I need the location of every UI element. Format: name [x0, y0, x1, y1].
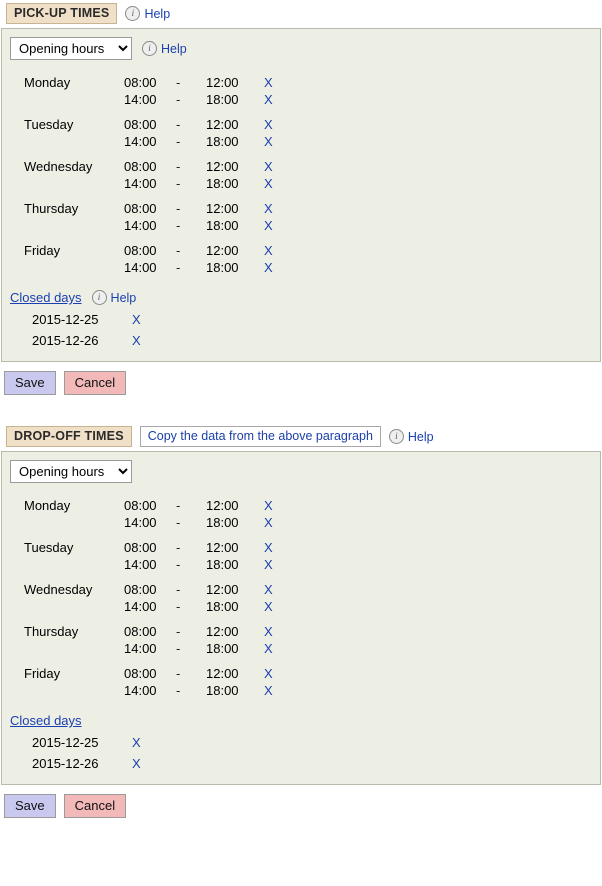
table-row — [24, 531, 273, 556]
hours-mode-select-pickup[interactable] — [10, 37, 132, 60]
section-spacer — [0, 405, 602, 423]
closed-days-table-dropoff — [32, 732, 141, 774]
time-dash: - — [176, 582, 181, 597]
delete-slot-link[interactable]: X — [264, 260, 273, 275]
info-icon: i — [389, 429, 404, 444]
help-label: Help — [110, 290, 137, 305]
delete-slot-link[interactable]: X — [264, 243, 273, 258]
time-dash: - — [176, 557, 181, 572]
help-label: Help — [144, 6, 171, 21]
delete-slot-cell[interactable] — [264, 192, 273, 217]
time-to: 18:00 — [206, 260, 239, 275]
day-label-empty — [24, 133, 124, 150]
table-row — [24, 489, 273, 514]
table-row — [24, 556, 273, 573]
panel-top-pickup — [2, 37, 600, 66]
delete-slot-cell[interactable] — [264, 66, 273, 91]
time-dash: - — [176, 117, 181, 132]
section-title-dropoff: DROP-OFF TIMES — [6, 426, 132, 447]
info-icon: i — [142, 41, 157, 56]
table-row — [24, 259, 273, 276]
delete-slot-link[interactable]: X — [264, 641, 273, 656]
delete-slot-cell[interactable] — [264, 657, 273, 682]
help-link-closed-pickup[interactable] — [92, 290, 137, 305]
panel-top-dropoff — [2, 460, 600, 489]
day-label: Friday — [24, 666, 61, 681]
info-icon: i — [92, 290, 107, 305]
day-label: Monday — [24, 75, 71, 90]
help-label: Help — [407, 429, 434, 444]
cancel-button[interactable]: Cancel — [64, 794, 126, 818]
time-to: 12:00 — [206, 243, 239, 258]
time-from: 14:00 — [124, 134, 157, 149]
table-row — [24, 682, 273, 699]
day-label-empty — [24, 175, 124, 192]
time-from: 14:00 — [124, 557, 157, 572]
table-row — [24, 175, 273, 192]
delete-slot-link[interactable]: X — [264, 92, 273, 107]
time-from: 08:00 — [124, 117, 157, 132]
table-row — [24, 91, 273, 108]
day-label-empty — [24, 514, 124, 531]
time-dash: - — [176, 92, 181, 107]
time-to: 12:00 — [206, 582, 239, 597]
closed-days-link[interactable]: Closed days — [10, 713, 82, 728]
cancel-button[interactable]: Cancel — [64, 371, 126, 395]
time-to: 12:00 — [206, 159, 239, 174]
day-label-empty — [24, 598, 124, 615]
time-dash: - — [176, 624, 181, 639]
time-dash: - — [176, 75, 181, 90]
day-label: Tuesday — [24, 540, 74, 555]
info-icon: i — [125, 6, 140, 21]
delete-slot-cell[interactable] — [264, 640, 273, 657]
table-row — [24, 234, 273, 259]
time-dash: - — [176, 218, 181, 233]
day-label: Wednesday — [24, 582, 93, 597]
time-from: 08:00 — [124, 201, 157, 216]
delete-slot-cell[interactable] — [264, 234, 273, 259]
time-from: 14:00 — [124, 683, 157, 698]
table-row — [24, 217, 273, 234]
hours-mode-select-dropoff[interactable] — [10, 460, 132, 483]
time-to: 18:00 — [206, 92, 239, 107]
save-button[interactable]: Save — [4, 371, 56, 395]
day-label: Wednesday — [24, 159, 93, 174]
day-label-empty — [24, 682, 124, 699]
section-title-pickup: PICK-UP TIMES — [6, 3, 117, 24]
time-from: 08:00 — [124, 666, 157, 681]
table-row — [24, 66, 273, 91]
closed-days-link[interactable]: Closed days — [10, 290, 82, 305]
delete-slot-link[interactable]: X — [264, 666, 273, 681]
closed-days-header-pickup — [10, 290, 600, 305]
delete-closed-cell[interactable] — [132, 309, 141, 330]
panel-pickup — [1, 28, 601, 362]
closed-date: 2015-12-26 — [32, 333, 99, 348]
delete-slot-link[interactable]: X — [264, 582, 273, 597]
delete-slot-link[interactable]: X — [264, 176, 273, 191]
time-to: 18:00 — [206, 599, 239, 614]
delete-slot-cell[interactable] — [264, 615, 273, 640]
delete-slot-cell[interactable] — [264, 556, 273, 573]
time-dash: - — [176, 134, 181, 149]
delete-closed-cell[interactable] — [132, 732, 141, 753]
time-dash: - — [176, 515, 181, 530]
delete-slot-cell[interactable] — [264, 489, 273, 514]
time-from: 08:00 — [124, 582, 157, 597]
copy-from-above-button[interactable]: Copy the data from the above paragraph — [140, 426, 381, 447]
delete-closed-cell[interactable] — [132, 330, 141, 351]
closed-days-header-dropoff — [10, 713, 600, 728]
table-row — [24, 615, 273, 640]
delete-slot-cell[interactable] — [264, 133, 273, 150]
delete-slot-link[interactable]: X — [264, 134, 273, 149]
help-label: Help — [161, 41, 187, 56]
time-from: 14:00 — [124, 641, 157, 656]
delete-slot-link[interactable]: X — [264, 218, 273, 233]
delete-closed-link[interactable]: X — [132, 333, 141, 348]
table-row — [24, 192, 273, 217]
delete-slot-link[interactable]: X — [264, 75, 273, 90]
time-from: 14:00 — [124, 218, 157, 233]
time-dash: - — [176, 683, 181, 698]
delete-slot-link[interactable]: X — [264, 117, 273, 132]
day-label: Monday — [24, 498, 71, 513]
time-dash: - — [176, 201, 181, 216]
time-from: 14:00 — [124, 176, 157, 191]
time-from: 14:00 — [124, 599, 157, 614]
delete-slot-cell[interactable] — [264, 91, 273, 108]
time-dash: - — [176, 641, 181, 656]
section-header-dropoff — [0, 423, 602, 451]
table-row — [24, 133, 273, 150]
time-from: 08:00 — [124, 243, 157, 258]
delete-closed-link[interactable]: X — [132, 312, 141, 327]
time-dash: - — [176, 666, 181, 681]
panel-dropoff — [1, 451, 601, 785]
delete-slot-cell[interactable] — [264, 150, 273, 175]
delete-slot-link[interactable]: X — [264, 201, 273, 216]
table-row — [24, 108, 273, 133]
actions-dropoff — [0, 785, 602, 828]
time-from: 14:00 — [124, 260, 157, 275]
time-to: 18:00 — [206, 176, 239, 191]
table-row — [32, 309, 141, 330]
time-dash: - — [176, 159, 181, 174]
time-to: 12:00 — [206, 75, 239, 90]
day-label-empty — [24, 217, 124, 234]
time-to: 12:00 — [206, 540, 239, 555]
closed-date: 2015-12-25 — [32, 312, 99, 327]
time-to: 18:00 — [206, 683, 239, 698]
delete-slot-link[interactable]: X — [264, 557, 273, 572]
time-from: 08:00 — [124, 540, 157, 555]
delete-closed-cell[interactable] — [132, 753, 141, 774]
table-row — [24, 598, 273, 615]
actions-pickup — [0, 362, 602, 405]
time-to: 18:00 — [206, 557, 239, 572]
table-row — [32, 753, 141, 774]
help-link-pickup[interactable] — [125, 6, 170, 21]
time-from: 08:00 — [124, 75, 157, 90]
time-from: 14:00 — [124, 515, 157, 530]
delete-closed-link[interactable]: X — [132, 756, 141, 771]
delete-slot-link[interactable]: X — [264, 540, 273, 555]
time-dash: - — [176, 599, 181, 614]
time-to: 12:00 — [206, 666, 239, 681]
help-link-pickup-panel[interactable] — [142, 41, 187, 56]
hours-table-dropoff — [24, 489, 273, 699]
time-to: 12:00 — [206, 624, 239, 639]
time-from: 14:00 — [124, 92, 157, 107]
section-header-pickup — [0, 0, 602, 28]
delete-slot-link[interactable]: X — [264, 515, 273, 530]
time-from: 08:00 — [124, 498, 157, 513]
table-row — [24, 514, 273, 531]
day-label: Thursday — [24, 624, 79, 639]
time-dash: - — [176, 498, 181, 513]
table-row — [24, 640, 273, 657]
day-label-empty — [24, 640, 124, 657]
closed-date: 2015-12-25 — [32, 735, 99, 750]
table-row — [32, 732, 141, 753]
time-dash: - — [176, 176, 181, 191]
delete-slot-link[interactable]: X — [264, 624, 273, 639]
time-to: 18:00 — [206, 515, 239, 530]
help-link-dropoff[interactable] — [389, 429, 434, 444]
time-dash: - — [176, 243, 181, 258]
delete-slot-cell[interactable] — [264, 682, 273, 699]
delete-slot-cell[interactable] — [264, 259, 273, 276]
hours-table-pickup — [24, 66, 273, 276]
delete-slot-cell[interactable] — [264, 531, 273, 556]
time-dash: - — [176, 540, 181, 555]
time-to: 18:00 — [206, 134, 239, 149]
time-dash: - — [176, 260, 181, 275]
closed-date: 2015-12-26 — [32, 756, 99, 771]
delete-slot-cell[interactable] — [264, 573, 273, 598]
delete-slot-cell[interactable] — [264, 175, 273, 192]
time-to: 12:00 — [206, 117, 239, 132]
day-label: Friday — [24, 243, 61, 258]
day-label-empty — [24, 259, 124, 276]
delete-slot-cell[interactable] — [264, 217, 273, 234]
closed-days-table-pickup — [32, 309, 141, 351]
day-label-empty — [24, 91, 124, 108]
delete-slot-link[interactable]: X — [264, 683, 273, 698]
delete-slot-cell[interactable] — [264, 108, 273, 133]
day-label: Thursday — [24, 201, 79, 216]
delete-slot-cell[interactable] — [264, 514, 273, 531]
time-to: 12:00 — [206, 498, 239, 513]
time-from: 08:00 — [124, 624, 157, 639]
day-label: Tuesday — [24, 117, 74, 132]
delete-slot-link[interactable]: X — [264, 159, 273, 174]
time-to: 18:00 — [206, 641, 239, 656]
table-row — [24, 573, 273, 598]
delete-closed-link[interactable]: X — [132, 735, 141, 750]
delete-slot-cell[interactable] — [264, 598, 273, 615]
time-to: 12:00 — [206, 201, 239, 216]
delete-slot-link[interactable]: X — [264, 498, 273, 513]
day-label-empty — [24, 556, 124, 573]
time-to: 18:00 — [206, 218, 239, 233]
time-from: 08:00 — [124, 159, 157, 174]
delete-slot-link[interactable]: X — [264, 599, 273, 614]
table-row — [24, 657, 273, 682]
save-button[interactable]: Save — [4, 794, 56, 818]
table-row — [24, 150, 273, 175]
table-row — [32, 330, 141, 351]
